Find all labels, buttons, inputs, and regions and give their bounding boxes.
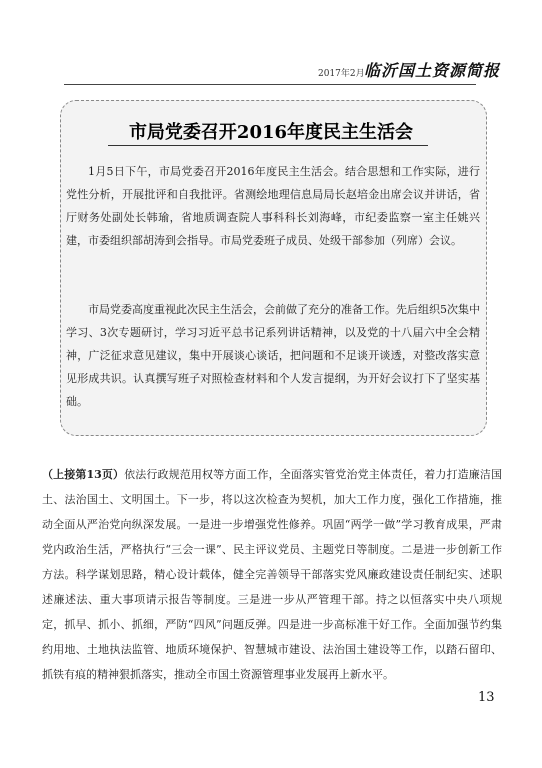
issue-date: 2017年2月 <box>318 69 365 79</box>
publication-title: 临沂国土资源简报 <box>364 61 501 80</box>
continued-text: 依法行政规范用权等方面工作，全面落实管党治党主体责任，着力打造廉洁国土、法治国土、文明国土。下一步，将以这次检查为契机，加大工作力度，强化工作措施，推动全面从严治党向纵深发展。一是进一步增强党性修养。巩固“两学一做”学习教育成果，严肃党内政治生活，严格执行“三会一课”、民主评议党员、主题党日等制度。二是进一步创新工作方法。科学谋划思路，精心设计载体，健全完善领导干部落实党风廉政建设责任制纪实、述职述廉述法、重大事项请示报告等制度。三是进一步从严管理干部。持之以恒落实中央八项规定，抓早、抓小、抓细，严防“四风”问题反弹。四是进一步高标准干好工作。全面加强节约集约用地、土地执法监管、地质环境保护、智慧城市建设、法治国土建设等工作，以踏石留印、抓铁有痕的精神狠抓落实，推动全市国土资源管理事业发展再上新水平。 <box>42 468 503 681</box>
continued-from-marker: （上接第13页） <box>42 468 125 481</box>
title-underline <box>108 145 428 146</box>
header-divider <box>64 84 476 85</box>
page-header <box>0 56 542 86</box>
page-number: 13 <box>478 690 495 705</box>
article-paragraph-2: 市局党委高度重视此次民主生活会，会前做了充分的准备工作。先后组织5次集中学习、3次专题研讨，学习习近平总书记系列讲话精神，以及党的十八届六中全会精神，广泛征求意见建议，集中开展谈心谈话，把问题和不足谈开谈透，对整改落实意见形成共识。认真撰写班子对照检查材料和个人发言提纲，为开好会议打下了坚实基础。 <box>66 303 480 408</box>
article-paragraph-1: 1月5日下午，市局党委召开2016年度民主生活会。结合思想和工作实际，进行党性分析，开展批评和自我批评。省测绘地理信息局局长赵培金出席会议并讲话，省厅财务处副处长韩瑜，省地质调查院人事科科长刘海峰，市纪委监察一室主任姚兴建，市委组织部胡涛到会指导。市局党委班子成员、处级干部参加（列席）会议。 <box>66 165 480 247</box>
article-title: 市局党委召开2016年度民主生活会 <box>128 122 414 143</box>
continued-article <box>42 462 502 687</box>
